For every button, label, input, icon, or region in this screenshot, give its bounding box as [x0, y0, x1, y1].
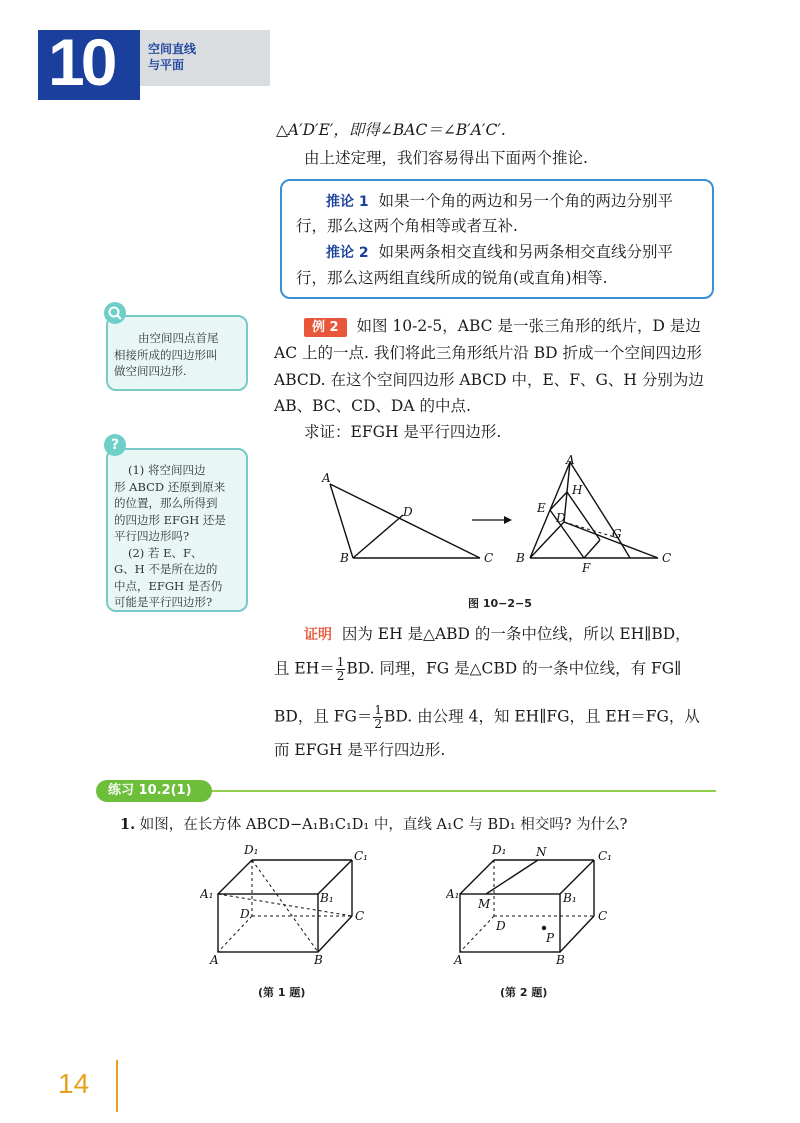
sidenote1-line2: 相接所成的四边形叫	[114, 347, 218, 362]
proof-line4: 而 EFGH 是平行四边形.	[274, 741, 446, 759]
proof-line2-end: BD. 同理，FG 是△CBD 的一条中位线，有 FG∥	[346, 659, 682, 678]
example-line1-text: 如图 10-2-5，ABC 是一张三角形的纸片，D 是边	[356, 317, 701, 335]
chapter-title-line2: 与平面	[148, 58, 185, 72]
arrow-icon	[472, 516, 512, 524]
sidenote2-line: 形 ABCD 还原到原来	[114, 479, 226, 494]
fig-right-label-F: F	[582, 561, 591, 575]
fig-left-label-D: D	[403, 505, 413, 519]
fig-right-label-A: A	[566, 453, 575, 467]
corollary-2-label: 推论 2	[326, 245, 369, 261]
example-prove: 求证：EFGH 是平行四边形.	[304, 423, 502, 441]
proof-line1	[304, 624, 691, 645]
text-line-top: △A′D′E′，即得∠BAC＝∠B′A′C′.	[276, 121, 506, 139]
point-P	[542, 926, 546, 930]
fig-right-label-G: G	[612, 527, 622, 541]
fraction-half	[336, 656, 346, 683]
corollary-1-label: 推论 1	[326, 194, 369, 210]
question-text: 如图，在长方体 ABCD−A₁B₁C₁D₁ 中，直线 A₁C 与 BD₁ 相交吗? 为什么?	[139, 817, 628, 833]
example-line3: ABCD. 在这个空间四边形 ABCD 中，E、F、G、H 分别为边	[274, 371, 704, 389]
example-line2: AC 上的一点. 我们将此三角形纸片沿 BD 折成一个空间四边形	[274, 344, 703, 362]
chapter-number: 10	[48, 25, 114, 99]
practice-question-1	[120, 815, 627, 835]
magnifier-icon	[104, 302, 126, 324]
cube1-label-B1: B₁	[320, 891, 334, 905]
page-number: 14	[58, 1068, 90, 1099]
sidenote-question-text	[114, 462, 242, 611]
sidenote2-line: 的四边形 EFGH 还是	[114, 512, 226, 527]
corollary-1-line2: 行，那么这两个角相等或者互补.	[296, 217, 518, 235]
example-line4: AB、BC、CD、DA 的中点.	[274, 397, 471, 415]
figure-10-2-5	[300, 450, 700, 580]
cube2-label-D1: D₁	[492, 843, 507, 857]
folded-quadrilateral	[530, 462, 658, 558]
sidenote2-line: 的位置，那么所得到	[114, 496, 218, 510]
frac-numerator: 1	[336, 655, 345, 669]
proof-label: 证明	[304, 627, 332, 643]
question-icon: ?	[104, 434, 126, 456]
frac-numerator: 1	[374, 703, 383, 717]
example-label: 例 2	[304, 318, 347, 337]
flat-triangle	[330, 484, 480, 558]
sidenote-definition-text	[114, 330, 240, 380]
page-number-divider	[116, 1060, 118, 1112]
fig-right-label-C: C	[662, 551, 672, 565]
proof-line3-end: BD. 由公理 4，知 EH∥FG，且 EH＝FG，从	[384, 707, 700, 726]
proof-line2-start: 且 EH＝	[274, 659, 335, 678]
cube1-label-D: D	[240, 907, 250, 921]
cuboid-figure-2	[446, 840, 626, 970]
proof-line1-text: 因为 EH 是△ABD 的一条中位线，所以 EH∥BD，	[341, 625, 691, 643]
sidenote2-line: 平行四边形吗?	[114, 529, 190, 543]
practice-tag: 练习 10.2(1)	[96, 780, 212, 802]
cube2-label-C: C	[598, 909, 608, 923]
fraction-half-2	[373, 704, 383, 731]
fig-right-label-D: D	[556, 511, 566, 525]
fig-right-label-E: E	[537, 501, 546, 515]
fig-right-label-B: B	[516, 551, 525, 565]
sidenote2-line: (1) 将空间四边	[128, 463, 206, 477]
sidenote1-line3: 做空间四边形.	[114, 364, 187, 378]
sidenote1-line1: 由空间四点首尾	[138, 331, 219, 345]
cube2-label-D: D	[496, 919, 506, 933]
cube2-label-B: B	[556, 953, 565, 967]
fig-left-label-A: A	[322, 471, 331, 485]
fig-left-label-B: B	[340, 551, 349, 565]
cube2-label-P: P	[546, 931, 555, 945]
text-intro: 由上述定理，我们容易得出下面两个推论.	[304, 149, 588, 167]
cube1-label-C1: C₁	[354, 849, 368, 863]
chapter-title	[148, 41, 196, 73]
fig-left-label-C: C	[484, 551, 494, 565]
corollary-1-text: 如果一个角的两边和另一个角的两边分别平	[378, 192, 673, 210]
frac-denominator: 2	[374, 717, 383, 731]
cube2-label-M: M	[478, 897, 491, 911]
fig2-caption: (第 2 题)	[500, 986, 548, 999]
cube2-label-N: N	[536, 845, 547, 859]
cube1-label-D1: D₁	[244, 843, 259, 857]
sidenote2-line: G、H 不是所在边的	[114, 562, 218, 576]
proof-line3-start: BD，且 FG＝	[274, 707, 373, 726]
cube2-label-B1: B₁	[563, 891, 577, 905]
proof-line3	[274, 704, 700, 731]
corollary-2-line2: 行，那么这两组直线所成的锐角(或直角)相等.	[296, 269, 608, 287]
frac-denominator: 2	[336, 669, 345, 683]
cube1-label-C: C	[355, 909, 365, 923]
proof-line2	[274, 656, 681, 683]
corollary-2-text: 如果两条相交直线和另两条相交直线分别平	[378, 243, 673, 261]
cube2-label-A: A	[454, 953, 463, 967]
corollary-2-line1	[326, 242, 673, 263]
cube1-label-A: A	[210, 953, 219, 967]
corollary-1-line1	[326, 191, 673, 212]
fig-right-label-H: H	[572, 483, 583, 497]
cube1-label-B: B	[314, 953, 323, 967]
cube1-label-A1: A₁	[200, 887, 214, 901]
figure-caption: 图 10−2−5	[468, 597, 532, 610]
sidenote2-line: 可能是平行四边形?	[114, 595, 213, 609]
fig1-caption: (第 1 题)	[258, 986, 306, 999]
cube2-label-A1: A₁	[446, 887, 460, 901]
question-number: 1.	[120, 816, 136, 833]
cube2-label-C1: C₁	[598, 849, 612, 863]
sidenote2-line: 中点，EFGH 是否仍	[114, 578, 223, 593]
chapter-title-line1: 空间直线	[148, 42, 197, 56]
sidenote2-line: (2) 若 E、F、	[128, 545, 203, 560]
example-line1	[304, 316, 701, 338]
cuboid-figure-1	[200, 840, 370, 970]
practice-divider	[210, 790, 716, 792]
